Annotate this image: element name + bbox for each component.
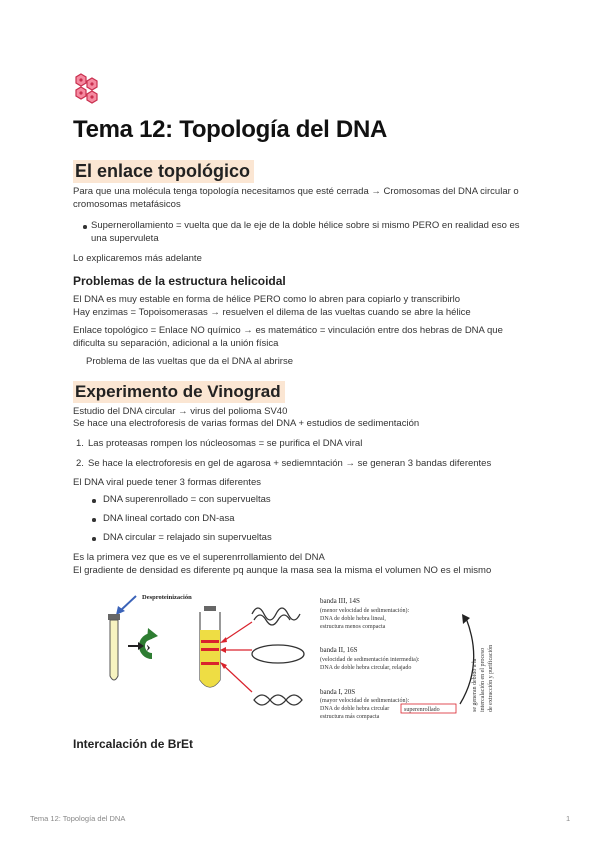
paragraph: El DNA viral puede tener 3 formas diferentes — [73, 477, 261, 488]
bullet-dot — [92, 499, 96, 503]
paragraph: Se hace una electroforesis de varias formas del DNA + estudios de sedimentación — [73, 418, 420, 429]
arrow — [222, 622, 252, 642]
tube-cap — [204, 606, 216, 611]
arrow-head — [220, 637, 227, 643]
supercoiled-dna — [254, 695, 302, 705]
band1-box-text: superenrollado — [404, 707, 440, 713]
band3-text: estructura menos compacta — [320, 624, 386, 630]
paragraph: Para que una molécula tenga topología necesitamos que esté cerrada → Cromosomas del DNA circular o cromosomas metafásicos — [73, 186, 519, 210]
test-tube — [110, 620, 118, 680]
paragraph: Lo explicaremos más adelante — [73, 253, 202, 264]
band2-text: DNA de doble hebra circular, relajado — [320, 665, 412, 671]
paragraph: Enlace topológico = Enlace NO químico → es matemático = vinculación entre dos hebras de DNA que dificulta su separación, adicional a la unión física — [73, 325, 503, 349]
band-2 — [201, 648, 219, 651]
subsection-heading: Intercalación de BrEt — [73, 737, 194, 751]
paragraph: Estudio del DNA circular → virus del polioma SV40 — [73, 406, 288, 417]
paragraph: Hay enzimas = Topoisomerasas → resuelven el dilema de las vueltas cuando se abre la hélice — [73, 307, 471, 318]
band2-text: (velocidad de sedimentación intermedia): — [320, 657, 420, 663]
band2-title: banda II, 16S — [320, 646, 358, 654]
arrow — [222, 664, 252, 692]
band1-text: DNA de doble hebra circular — [320, 706, 390, 712]
bullet-dot — [83, 225, 87, 229]
list-number: 1. — [76, 438, 84, 449]
band3-title: banda III, 14S — [320, 597, 360, 605]
arrow — [120, 596, 136, 611]
list-item: DNA superenrollado = con supervueltas — [103, 494, 271, 505]
band1-text: estructura más compacta — [320, 714, 380, 720]
paragraph: El gradiente de densidad es diferente pq aunque la masa sea la misma el volumen NO es el mismo — [73, 565, 492, 576]
bullet-dot — [92, 518, 96, 522]
list-number: 2. — [76, 458, 84, 469]
side-note: intercalación en el proceso — [480, 647, 486, 712]
arrow-symbol: › — [146, 640, 151, 655]
list-item: Se hace la electroforesis en gel de agarosa + sediemntación → se generan 3 bandas diferentes — [88, 458, 492, 469]
band1-text: (mayor velocidad de sedimentación): — [320, 698, 410, 704]
paragraph: Es la primera vez que es ve el superenrrollamiento del DNA — [73, 552, 325, 563]
footer-title: Tema 12: Topología del DNA — [30, 814, 126, 823]
section-heading-enlace: El enlace topológico — [73, 160, 254, 183]
tube-label: Desproteinización — [142, 594, 192, 601]
bullet-dot — [92, 537, 96, 541]
section-heading-vinograd: Experimento de Vinograd — [73, 381, 285, 403]
relaxed-circle-dna — [252, 645, 304, 663]
arrow-head — [462, 614, 470, 624]
linear-dna-shape — [252, 608, 300, 620]
paragraph: El DNA es muy estable en forma de hélice PERO como lo abren para copiarlo y transcribirlo — [73, 294, 461, 305]
list-item: Las proteasas rompen los núcleosomas = se purifica el DNA viral — [88, 438, 363, 449]
list-item: Supernerollamiento = vuelta que da le eje de la doble hélice sobre si mismo PERO en realidad eso es una supervuleta — [91, 220, 520, 244]
subsection-heading: Problemas de la estructura helicoidal — [73, 274, 286, 288]
band-3 — [201, 640, 219, 643]
band3-text: (menor velocidad de sedimentación): — [320, 608, 410, 614]
band-1 — [201, 662, 219, 665]
paragraph-indented: Problema de las vueltas que da el DNA al abrirse — [86, 356, 294, 367]
virus-cells-icon — [73, 72, 101, 104]
band1-title: banda I, 20S — [320, 688, 356, 696]
arrow-head — [220, 647, 226, 653]
band3-text: DNA de doble hebra lineal, — [320, 616, 386, 622]
vinograd-figure — [94, 584, 500, 722]
list-item: DNA circular = relajado sin supervueltas — [103, 532, 272, 543]
side-note: de extracción y purificación — [488, 644, 494, 712]
tube-cap — [108, 614, 120, 620]
page-number: 1 — [566, 814, 571, 823]
page-title: Tema 12: Topología del DNA — [73, 116, 388, 143]
tube-liquid — [200, 630, 220, 687]
list-item: DNA lineal cortado con DN-asa — [103, 513, 235, 524]
side-note: se generan debido a la — [472, 658, 478, 712]
